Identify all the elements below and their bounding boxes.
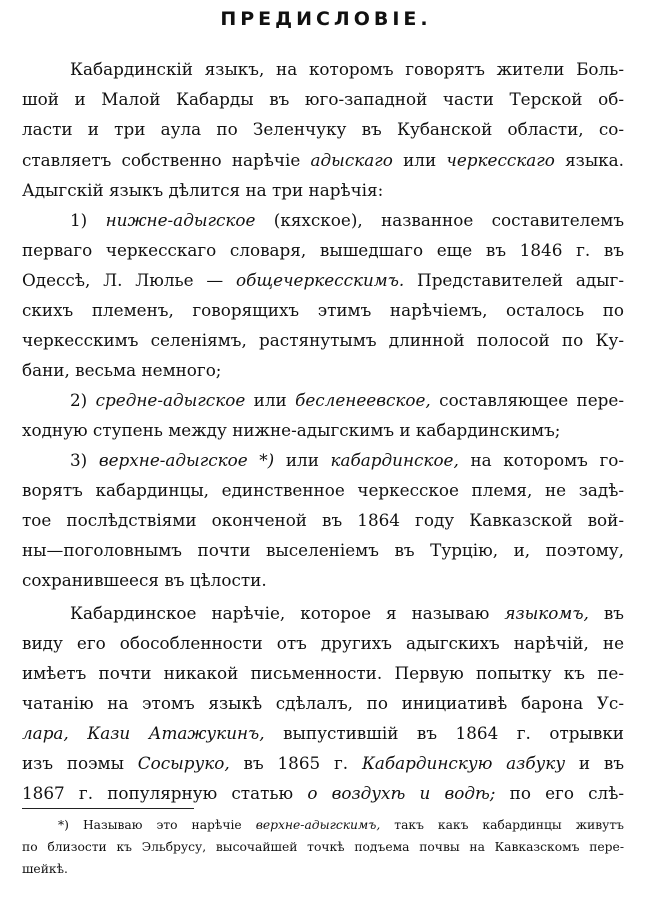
text-line <box>22 265 624 295</box>
text-line: бани, весьма немного; <box>22 360 222 380</box>
text-span: въ <box>588 603 624 623</box>
text-line <box>70 598 624 628</box>
text-span: Одессѣ, Л. Люлье — <box>22 270 237 290</box>
italic-term: Сосыруко, <box>137 753 230 773</box>
text-line <box>70 205 624 235</box>
footnote-line: по близости къ Эльбрусу, высочайшей точкѣ подъема почвы на Кавказскомъ пере- <box>22 840 624 854</box>
italic-term: верхне-адыгское *) <box>98 450 275 470</box>
text-line: виду его обособленности отъ другихъ адыгскихъ нарѣчій, не <box>22 633 624 653</box>
footnote-line: шейкѣ. <box>22 862 68 876</box>
text-span: ставляетъ собственно нарѣчіе <box>22 150 311 170</box>
text-line <box>22 748 624 778</box>
text-line: тое послѣдствіями оконченой въ 1864 году Кавказской вой- <box>22 510 624 530</box>
text-line: скихъ племенъ, говорящихъ этимъ нарѣчіемъ, осталось по <box>22 300 624 320</box>
text-line: Кабардинскій языкъ, на которомъ говорятъ жители Боль- <box>70 59 624 79</box>
text-line: перваго черкесскаго словаря, вышедшаго еще въ 1846 г. въ <box>22 240 624 260</box>
text-span: языка. <box>554 150 625 170</box>
text-line: ны—поголовнымъ почти выселеніемъ въ Турцію, и, поэтому, <box>22 540 624 560</box>
text-span: и въ <box>565 753 625 773</box>
italic-term: адыскаго <box>310 150 393 170</box>
text-line <box>70 385 624 415</box>
footnote-line <box>58 814 624 836</box>
text-line: ласти и три аула по Зеленчуку въ Кубанской области, со- <box>22 119 624 139</box>
text-span: изъ поэмы <box>22 753 138 773</box>
text-span: такъ какъ кабардинцы живутъ <box>380 818 624 832</box>
text-line: сохранившееся въ цѣлости. <box>22 570 267 590</box>
text-span: 2) <box>70 390 96 410</box>
italic-term: о воздухѣ и водѣ; <box>307 783 496 803</box>
text-line: черкесскимъ селеніямъ, растянутымъ длинной полосой по Ку- <box>22 330 624 350</box>
italic-term: нижне-адыгское <box>105 210 256 230</box>
italic-term: средне-адыгское <box>95 390 246 410</box>
italic-term: верхне-адыгскимъ, <box>255 818 381 832</box>
italic-term: черкесскаго <box>446 150 555 170</box>
text-line: ходную ступень между нижне-адыгскимъ и кабардинскимъ; <box>22 420 561 440</box>
italic-term: Кабардинскую азбуку <box>361 753 566 773</box>
text-line <box>22 145 624 175</box>
text-span: Кабардинское нарѣчіе, которое я называю <box>70 603 505 623</box>
text-span: на которомъ го- <box>458 450 625 470</box>
text-span: выпустившій въ 1864 г. отрывки <box>264 723 624 743</box>
text-line <box>22 718 624 748</box>
italic-term: бесленеевское, <box>295 390 431 410</box>
text-line <box>70 445 624 475</box>
page-title: ПРЕДИСЛОВІЕ. <box>220 8 432 30</box>
text-span: *) Называю это нарѣчіе <box>58 818 256 832</box>
text-line: чатанію на этомъ языкѣ сдѣлалъ, по инициативѣ барона Ус- <box>22 693 624 713</box>
text-span: Представителей адыг- <box>404 270 624 290</box>
text-span: составляющее пере- <box>430 390 624 410</box>
text-span: или <box>274 450 331 470</box>
italic-term: языкомъ, <box>504 603 589 623</box>
text-line: имѣетъ почти никакой письменности. Первую попытку къ пе- <box>22 663 624 683</box>
text-span: 1867 г. популярную статью <box>22 783 308 803</box>
text-line: шой и Малой Кабарды въ юго-западной части Терской об- <box>22 89 624 109</box>
text-span: по его слѣ- <box>495 783 624 803</box>
text-span: (кяхское), названное составителемъ <box>255 210 624 230</box>
text-span: 3) <box>70 450 99 470</box>
text-span: или <box>245 390 296 410</box>
italic-term: кабардинское, <box>330 450 459 470</box>
text-span: въ 1865 г. <box>229 753 362 773</box>
text-span: 1) <box>70 210 106 230</box>
footnote-rule <box>22 808 194 809</box>
italic-term: лара, Кази Атажукинъ, <box>22 723 265 743</box>
text-line: Адыгскій языкъ дѣлится на три нарѣчія: <box>22 180 384 200</box>
text-line <box>22 778 624 808</box>
text-span: или <box>392 150 447 170</box>
text-line: ворятъ кабардинцы, единственное черкесское племя, не задѣ- <box>22 480 624 500</box>
italic-term: общечеркесскимъ. <box>236 270 405 290</box>
